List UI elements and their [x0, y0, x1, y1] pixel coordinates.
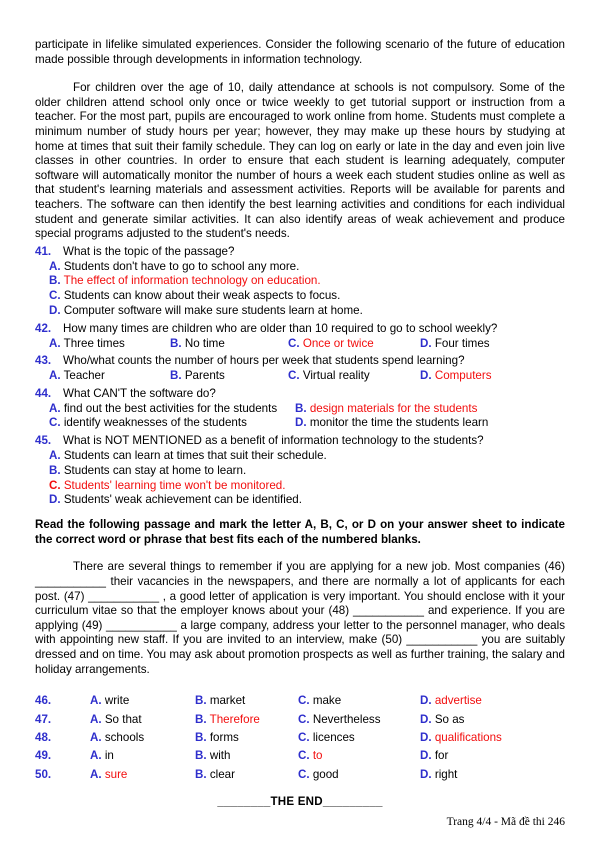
question-number: 47. [35, 712, 52, 726]
question-text: How many times are children who are older than 10 required to go to school weekly? [63, 321, 498, 335]
option-text: Nevertheless [312, 712, 381, 726]
option-c: C. identify weaknesses of the students [49, 416, 247, 430]
question-number: 45. [35, 434, 52, 448]
reading-passage: For children over the age of 10, daily attendance at schools is not compulsory. Some of the older children attend school only once or twice weekly to get tutorial support or instruction from a teacher. For the most part, pupils are encouraged to work online from home. Students must complete a minimum number of study hours per year; however, they may make up these hours by studying at home at times that suit their family schedule. They can log on early or late in the day and even join live classes in other countries. In order to ensure that each student is learning adequately, computer software will automatically monitor the number of hours a week each student studies online as well as that student's learning materials and assessment activities. Reports will be available for parents and teachers. The software can then identify the best learning activities and conditions for each individual student and generate similar activities. It can also identify areas of weak achievement and produce special programs adjusted to the student's needs. [35, 81, 565, 241]
option-text: Students don't have to go to school any more. [63, 259, 300, 273]
option-b: B. Parents [170, 369, 225, 383]
option-c: C. Virtual reality [288, 369, 370, 383]
question-text: What is the topic of the passage? [63, 244, 235, 258]
option-a: A. So that [90, 712, 142, 726]
option-text: Parents [184, 369, 225, 383]
option-text: qualifications [434, 731, 502, 745]
option-a: A. Students don't have to go to school any more. [49, 259, 300, 273]
option-text: clear [209, 767, 235, 781]
question-47 [35, 711, 565, 729]
question-46 [35, 692, 565, 710]
option-a: A. schools [90, 731, 145, 745]
option-a: A. find out the best activities for the students [49, 401, 278, 415]
option-c: C. Once or twice [288, 336, 374, 350]
question-43 [35, 354, 565, 384]
question-42 [35, 322, 565, 352]
option-text: for [434, 749, 449, 763]
question-41 [35, 245, 565, 319]
option-text: sure [104, 767, 128, 781]
option-text: identify weaknesses of the students [63, 416, 247, 430]
option-text: forms [209, 731, 239, 745]
option-text: Students' learning time won't be monitored. [63, 478, 286, 492]
option-b: B. Therefore [195, 712, 260, 726]
option-text: Three times [63, 336, 125, 350]
option-d: D. Students' weak achievement can be identified. [49, 493, 302, 507]
question-number: 43. [35, 354, 52, 368]
question-number: 44. [35, 386, 52, 400]
option-c: C. good [298, 767, 339, 781]
section-instructions: Read the following passage and mark the letter A, B, C, or D on your answer sheet to indicate the correct word or phrase that best fits each of the numbered blanks. [35, 518, 565, 546]
option-text: market [209, 694, 246, 708]
option-b: B. design materials for the students [295, 401, 478, 415]
option-d: D. Four times [420, 336, 490, 350]
option-text: Students can stay at home to learn. [63, 463, 247, 477]
option-text: advertise [434, 694, 482, 708]
option-text: Students' weak achievement can be identified. [63, 493, 302, 507]
option-text: Computers [434, 369, 492, 383]
option-text: Teacher [63, 369, 105, 383]
option-text: The effect of information technology on education. [63, 274, 321, 288]
option-b: B. clear [195, 767, 235, 781]
option-a: A. in [90, 749, 114, 763]
option-c: C. Students can know about their weak aspects to focus. [49, 289, 341, 303]
option-a: A. sure [90, 767, 128, 781]
option-c: C. make [298, 694, 342, 708]
option-text: find out the best activities for the students [63, 401, 278, 415]
the-end-marker: ________THE END_________ [217, 795, 383, 809]
option-text: Students can learn at times that suit their schedule. [63, 449, 327, 463]
option-c: C. Students' learning time won't be monitored. [49, 478, 286, 492]
option-b: B. The effect of information technology on education. [49, 274, 321, 288]
option-d: D. Computers [420, 369, 492, 383]
option-text: make [312, 694, 342, 708]
option-c: C. to [298, 749, 323, 763]
option-text: Computer software will make sure students learn at home. [63, 303, 363, 317]
option-d: D. qualifications [420, 731, 502, 745]
option-d: D. right [420, 767, 458, 781]
option-d: D. So as [420, 712, 465, 726]
option-b: B. market [195, 694, 246, 708]
option-b: B. with [195, 749, 231, 763]
cloze-passage: There are several things to remember if you are applying for a new job. Most companies (46) ___________ their vacancies in the newspapers, and there are normally a lot of applicants for each post. (47) ___________ , a good letter of application is very important. You should enclose with it your curriculum vitae so that the employer knows about your (48) ___________ and experience. If you are applying (49) ___________ a large company, address your letter to the personnel manager, who deals with appointing new staff. If you are invited to an interview, make (50) ___________ you are suitably dressed and on time. You may ask about promotion prospects as well as further training, the salary and holiday arrangements. [35, 560, 565, 676]
option-text: So as [434, 712, 465, 726]
option-d: D. for [420, 749, 449, 763]
option-text: design materials for the students [309, 401, 478, 415]
option-c: C. Nevertheless [298, 712, 381, 726]
question-number: 48. [35, 731, 52, 745]
option-a: A. Teacher [49, 369, 105, 383]
option-text: schools [104, 731, 145, 745]
question-43-options [49, 369, 565, 384]
option-text: to [312, 749, 323, 763]
option-d: D. Computer software will make sure students learn at home. [49, 303, 363, 317]
question-49 [35, 747, 565, 765]
question-42-options [49, 337, 565, 352]
question-45 [35, 434, 565, 508]
option-b: B. No time [170, 336, 225, 350]
option-text: Four times [434, 336, 490, 350]
option-text: with [209, 749, 231, 763]
option-text: Virtual reality [302, 369, 370, 383]
option-text: good [312, 767, 339, 781]
question-text: Who/what counts the number of hours per week that students spend learning? [63, 354, 465, 368]
option-a: A. Three times [49, 336, 125, 350]
question-44 [35, 387, 565, 431]
question-number: 49. [35, 749, 52, 763]
question-44-options [49, 402, 565, 432]
page-footer: Trang 4/4 - Mã đề thi 246 [446, 815, 565, 828]
option-text: right [434, 767, 458, 781]
option-text: licences [312, 731, 355, 745]
cloze-options-table [35, 692, 565, 784]
option-d: D. monitor the time the students learn [295, 416, 489, 430]
question-text: What CAN'T the software do? [63, 386, 216, 400]
option-b: B. Students can stay at home to learn. [49, 463, 247, 477]
option-text: monitor the time the students learn [309, 416, 489, 430]
option-text: Students can know about their weak aspects to focus. [63, 289, 341, 303]
question-number: 50. [35, 767, 52, 781]
option-d: D. advertise [420, 694, 482, 708]
question-48 [35, 729, 565, 747]
option-text: write [104, 694, 130, 708]
question-number: 42. [35, 321, 52, 335]
question-50 [35, 766, 565, 784]
option-a: A. Students can learn at times that suit their schedule. [49, 449, 327, 463]
option-text: No time [184, 336, 225, 350]
question-number: 46. [35, 694, 52, 708]
question-45-options [49, 449, 565, 508]
option-text: So that [104, 712, 142, 726]
option-b: B. forms [195, 731, 239, 745]
option-text: Once or twice [302, 336, 374, 350]
question-text: What is NOT MENTIONED as a benefit of information technology to the students? [63, 434, 484, 448]
option-a: A. write [90, 694, 130, 708]
question-41-options [49, 260, 565, 319]
option-c: C. licences [298, 731, 355, 745]
intro-paragraph: participate in lifelike simulated experiences. Consider the following scenario of the future of education made possible through developments in information technology. [35, 38, 565, 66]
option-text: Therefore [209, 712, 260, 726]
option-text: in [104, 749, 114, 763]
question-number: 41. [35, 244, 52, 258]
